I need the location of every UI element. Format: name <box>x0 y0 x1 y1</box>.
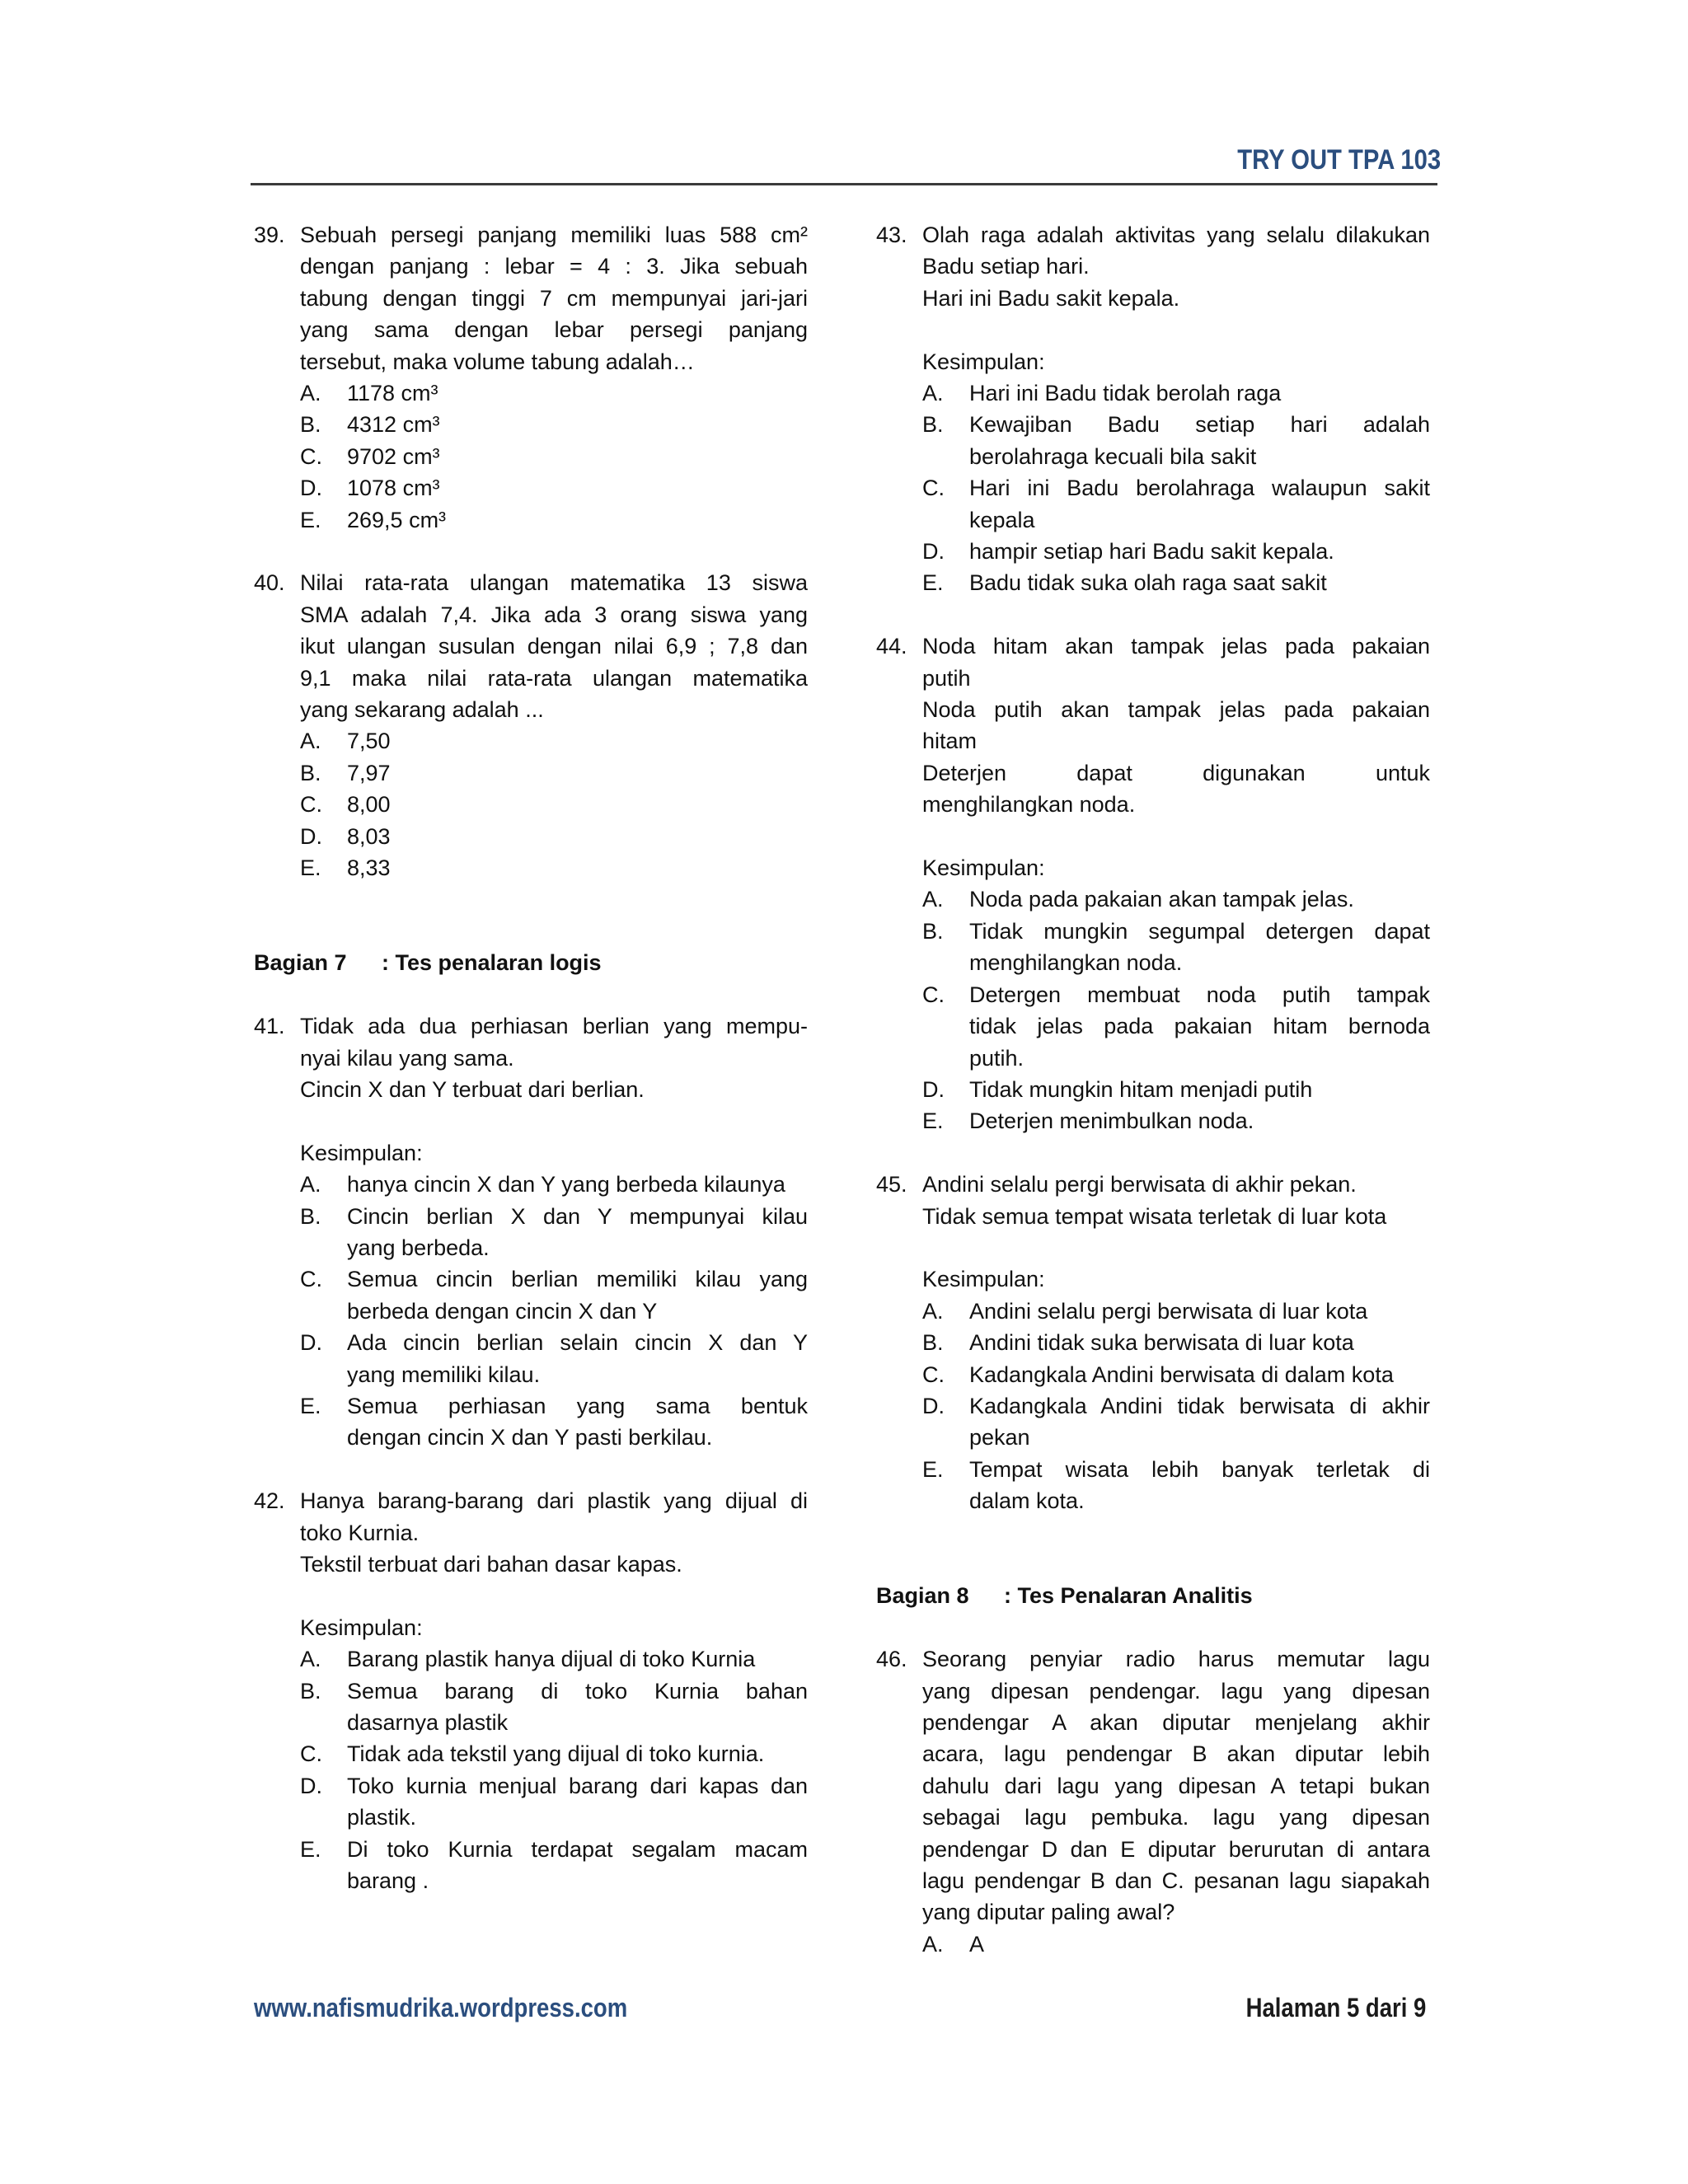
question-number: 41. <box>254 1014 285 1039</box>
option-e <box>922 567 1430 598</box>
option-text: Semua perhiasan yang sama bentuk <box>347 1393 808 1418</box>
option-letter: E. <box>300 1836 321 1862</box>
option-letter: C. <box>300 792 322 818</box>
option-c <box>300 1263 808 1327</box>
option-text: 1078 cm³ <box>347 476 440 501</box>
option-text: Badu tidak suka olah raga saat sakit <box>969 570 1327 596</box>
question-text-line: Tidak ada dua perhiasan berlian yang mempu- <box>300 1014 808 1039</box>
question-text-line: Deterjen dapat digunakan untuk <box>922 760 1430 785</box>
option-text: 9702 cm³ <box>347 443 440 469</box>
option-b <box>300 1675 808 1739</box>
option-d <box>922 536 1430 567</box>
question-text-line: dengan panjang : lebar = 4 : 3. Jika sebuah <box>300 254 808 279</box>
option-text: tidak jelas pada pakaian hitam bernoda <box>969 1014 1430 1039</box>
option-text: Tempat wisata lebih banyak terletak di <box>969 1456 1430 1482</box>
question-text-line: dahulu dari lagu yang dipesan A tetapi bukan <box>922 1773 1430 1798</box>
option-a <box>922 377 1430 409</box>
option-letter: A. <box>922 887 944 912</box>
question-text-line: tabung dengan tinggi 7 cm mempunyai jari-jari <box>300 285 808 311</box>
question-text-line: Andini selalu pergi berwisata di akhir pekan. <box>922 1172 1357 1197</box>
option-letter: C. <box>300 1267 322 1292</box>
option-letter: A. <box>922 381 944 406</box>
header-title: TRY OUT TPA 103 <box>1237 144 1441 176</box>
option-text: dengan cincin X dan Y pasti berkilau. <box>347 1425 713 1451</box>
option-letter: B. <box>300 412 321 438</box>
option-text: Deterjen menimbulkan noda. <box>969 1108 1254 1134</box>
option-text: 8,03 <box>347 823 391 849</box>
question-number: 40. <box>254 570 285 596</box>
question-text-line: sebagai lagu pembuka. lagu yang dipesan <box>922 1805 1430 1830</box>
option-text: Ada cincin berlian selain cincin X dan Y <box>347 1330 808 1356</box>
option-a <box>922 1929 1430 1960</box>
section-value: : Tes penalaran logis <box>382 950 602 976</box>
option-letter: A. <box>300 729 321 754</box>
option-letter: E. <box>922 1456 944 1482</box>
question-text-line: Cincin X dan Y terbuat dari berlian. <box>300 1076 645 1102</box>
question-text-line: acara, lagu pendengar B akan diputar lebih <box>922 1741 1430 1767</box>
question-number: 43. <box>876 223 907 247</box>
option-letter: D. <box>300 1330 322 1356</box>
question-number: 39. <box>254 223 285 247</box>
question-text-line: Noda hitam akan tampak jelas pada pakaian <box>922 634 1430 659</box>
option-e <box>300 1834 808 1897</box>
question-45 <box>876 1169 1430 1516</box>
option-text: Kewajiban Badu setiap hari adalah <box>969 412 1430 438</box>
option-text: dalam kota. <box>969 1488 1085 1514</box>
option-e <box>300 504 808 536</box>
question-text-line: Noda putih akan tampak jelas pada pakaian <box>922 697 1430 723</box>
option-letter: B. <box>922 1330 944 1356</box>
question-text-line: SMA adalah 7,4. Jika ada 3 orang siswa yang <box>300 602 808 627</box>
option-letter: A. <box>300 381 321 406</box>
option-c <box>300 441 808 472</box>
option-a <box>922 883 1430 915</box>
option-letter: E. <box>300 507 321 532</box>
option-letter: E. <box>300 855 321 881</box>
option-text: Kadangkala Andini tidak berwisata di akhir <box>969 1393 1430 1418</box>
option-letter: D. <box>922 1076 945 1102</box>
question-text-line: lagu pendengar B dan C. pesanan lagu siapakah <box>922 1868 1430 1894</box>
option-text: hampir setiap hari Badu sakit kepala. <box>969 539 1334 565</box>
option-b <box>300 1201 808 1264</box>
question-text-line: toko Kurnia. <box>300 1520 420 1545</box>
option-text: yang memiliki kilau. <box>347 1361 541 1387</box>
conclusion-label: Kesimpulan: <box>922 1267 1045 1292</box>
conclusion-label: Kesimpulan: <box>300 1140 423 1165</box>
section-label: Bagian 7 <box>254 950 347 976</box>
option-letter: D. <box>922 1393 945 1418</box>
question-text-line: Hari ini Badu sakit kepala. <box>922 285 1180 311</box>
conclusion-label: Kesimpulan: <box>922 855 1045 881</box>
question-text-line: yang dipesan pendengar. lagu yang dipesan <box>922 1678 1430 1704</box>
option-a <box>300 1169 808 1200</box>
option-text: Cincin berlian X dan Y mempunyai kilau <box>347 1203 808 1229</box>
option-letter: B. <box>300 760 321 785</box>
option-text: Hari ini Badu tidak berolah raga <box>969 381 1282 406</box>
option-letter: B. <box>922 918 944 944</box>
option-text: Toko kurnia menjual barang dari kapas dan <box>347 1773 808 1798</box>
question-text-line: Tekstil terbuat dari bahan dasar kapas. <box>300 1551 682 1577</box>
option-b <box>300 757 808 789</box>
option-text: Detergen membuat noda putih tampak <box>969 982 1430 1007</box>
question-text-line: Tidak semua tempat wisata terletak di luar kota <box>922 1203 1387 1229</box>
question-text-line: Olah raga adalah aktivitas yang selalu dilakukan <box>922 223 1430 247</box>
option-letter: C. <box>922 982 945 1007</box>
option-letter: A. <box>922 1931 944 1957</box>
question-text-line: Seorang penyiar radio harus memutar lagu <box>922 1647 1430 1672</box>
option-letter: D. <box>922 539 945 565</box>
option-letter: B. <box>300 1203 321 1229</box>
question-number: 42. <box>254 1488 285 1514</box>
option-text: A <box>969 1931 985 1957</box>
header-rule <box>251 183 1437 185</box>
section-label: Bagian 8 <box>876 1583 969 1609</box>
option-text: Tidak mungkin hitam menjadi putih <box>969 1076 1313 1102</box>
option-text: pekan <box>969 1425 1030 1451</box>
option-letter: D. <box>300 823 322 849</box>
option-text: hanya cincin X dan Y yang berbeda kilaunya <box>347 1172 785 1197</box>
option-letter: E. <box>300 1393 321 1418</box>
option-a <box>300 725 808 757</box>
option-letter: A. <box>300 1647 321 1672</box>
option-text: Andini selalu pergi berwisata di luar kota <box>969 1298 1368 1324</box>
option-text: Noda pada pakaian akan tampak jelas. <box>969 887 1354 912</box>
option-b <box>300 409 808 440</box>
option-letter: C. <box>922 476 945 501</box>
option-text: Semua barang di toko Kurnia bahan <box>347 1678 808 1704</box>
option-a <box>300 1643 808 1675</box>
option-letter: E. <box>922 570 944 596</box>
option-e <box>300 1390 808 1454</box>
option-text: Kadangkala Andini berwisata di dalam kota <box>969 1361 1394 1387</box>
option-b <box>922 916 1430 979</box>
question-text-line: menghilangkan noda. <box>922 792 1136 818</box>
option-text: 8,00 <box>347 792 391 818</box>
option-letter: D. <box>300 1773 322 1798</box>
option-text: yang berbeda. <box>347 1235 490 1260</box>
question-46 <box>876 1643 1430 1960</box>
option-text: 7,50 <box>347 729 391 754</box>
question-number: 44. <box>876 634 907 659</box>
option-d <box>922 1390 1430 1454</box>
option-d <box>300 1770 808 1834</box>
option-d <box>300 821 808 852</box>
option-letter: D. <box>300 476 322 501</box>
section-value: : Tes Penalaran Analitis <box>1004 1583 1253 1609</box>
option-letter: B. <box>300 1678 321 1704</box>
option-text: berbeda dengan cincin X dan Y <box>347 1298 658 1324</box>
option-text: 1178 cm³ <box>347 381 438 406</box>
option-letter: A. <box>922 1298 944 1324</box>
section-8-heading <box>876 1580 1430 1611</box>
option-text: 269,5 cm³ <box>347 507 447 532</box>
option-e <box>922 1454 1430 1517</box>
option-text: Andini tidak suka berwisata di luar kota <box>969 1330 1354 1356</box>
conclusion-label: Kesimpulan: <box>300 1615 423 1640</box>
option-e <box>922 1105 1430 1137</box>
option-text: berolahraga kecuali bila sakit <box>969 443 1257 469</box>
option-text: dasarnya plastik <box>347 1710 509 1735</box>
option-c <box>300 1738 808 1769</box>
question-39 <box>254 219 808 536</box>
question-text-line: ikut ulangan susulan dengan nilai 6,9 ; 7,8 dan <box>300 634 808 659</box>
question-text-line: 9,1 maka nilai rata-rata ulangan matematika <box>300 665 808 691</box>
option-letter: B. <box>922 412 944 438</box>
option-d <box>922 1074 1430 1105</box>
footer-page-number: Halaman 5 dari 9 <box>1245 1993 1426 2022</box>
question-text-line: pendengar D dan E diputar berurutan di antara <box>922 1836 1430 1862</box>
conclusion-label: Kesimpulan: <box>922 349 1045 374</box>
option-a <box>300 377 808 409</box>
question-41 <box>254 1010 808 1454</box>
question-text-line: yang sekarang adalah ... <box>300 697 544 723</box>
option-text: 4312 cm³ <box>347 412 440 438</box>
option-letter: C. <box>922 1361 945 1387</box>
option-text: Tidak ada tekstil yang dijual di toko kurnia. <box>347 1741 765 1767</box>
right-column <box>876 219 1430 1960</box>
option-text: menghilangkan noda. <box>969 950 1183 976</box>
option-a <box>922 1296 1430 1327</box>
question-42 <box>254 1485 808 1896</box>
question-43 <box>876 219 1430 599</box>
option-letter: C. <box>300 443 322 469</box>
footer-website: www.nafismudrika.wordpress.com <box>254 1993 628 2022</box>
question-text-line: yang sama dengan lebar persegi panjang <box>300 317 808 343</box>
question-text-line: putih <box>922 665 971 691</box>
option-text: barang . <box>347 1868 429 1894</box>
option-text: Di toko Kurnia terdapat segalam macam <box>347 1836 808 1862</box>
option-e <box>300 852 808 883</box>
question-number: 46. <box>876 1647 907 1672</box>
question-text-line: Nilai rata-rata ulangan matematika 13 siswa <box>300 570 808 596</box>
option-text: Barang plastik hanya dijual di toko Kurnia <box>347 1647 756 1672</box>
option-d <box>300 472 808 504</box>
question-text-line: Sebuah persegi panjang memiliki luas 588 cm² <box>300 223 808 247</box>
question-text-line: nyai kilau yang sama. <box>300 1045 514 1071</box>
option-c <box>922 1359 1430 1390</box>
question-text-line: yang diputar paling awal? <box>922 1900 1175 1925</box>
question-text-line: Hanya barang-barang dari plastik yang dijual di <box>300 1488 808 1514</box>
option-d <box>300 1327 808 1390</box>
option-c <box>922 472 1430 536</box>
option-letter: E. <box>922 1108 944 1134</box>
option-text: kepala <box>969 507 1035 532</box>
option-text: 7,97 <box>347 760 391 785</box>
option-b <box>922 1327 1430 1358</box>
option-c <box>300 789 808 820</box>
option-text: plastik. <box>347 1805 417 1830</box>
question-text-line: Badu setiap hari. <box>922 254 1090 279</box>
question-text-line: hitam <box>922 729 978 754</box>
option-text: 8,33 <box>347 855 391 881</box>
question-text-line: tersebut, maka volume tabung adalah… <box>300 349 695 374</box>
question-40 <box>254 567 808 883</box>
option-text: Hari ini Badu berolahraga walaupun sakit <box>969 476 1430 501</box>
option-c <box>922 979 1430 1074</box>
option-text: putih. <box>969 1045 1025 1071</box>
question-text-line: pendengar A akan diputar menjelang akhir <box>922 1709 1430 1735</box>
option-letter: A. <box>300 1172 321 1197</box>
option-text: Tidak mungkin segumpal detergen dapat <box>969 918 1430 944</box>
section-7-heading <box>254 947 808 978</box>
question-number: 45. <box>876 1172 907 1197</box>
option-text: Semua cincin berlian memiliki kilau yang <box>347 1267 808 1292</box>
left-column <box>254 219 808 1896</box>
question-44 <box>876 630 1430 1137</box>
option-b <box>922 409 1430 472</box>
option-letter: C. <box>300 1741 322 1767</box>
